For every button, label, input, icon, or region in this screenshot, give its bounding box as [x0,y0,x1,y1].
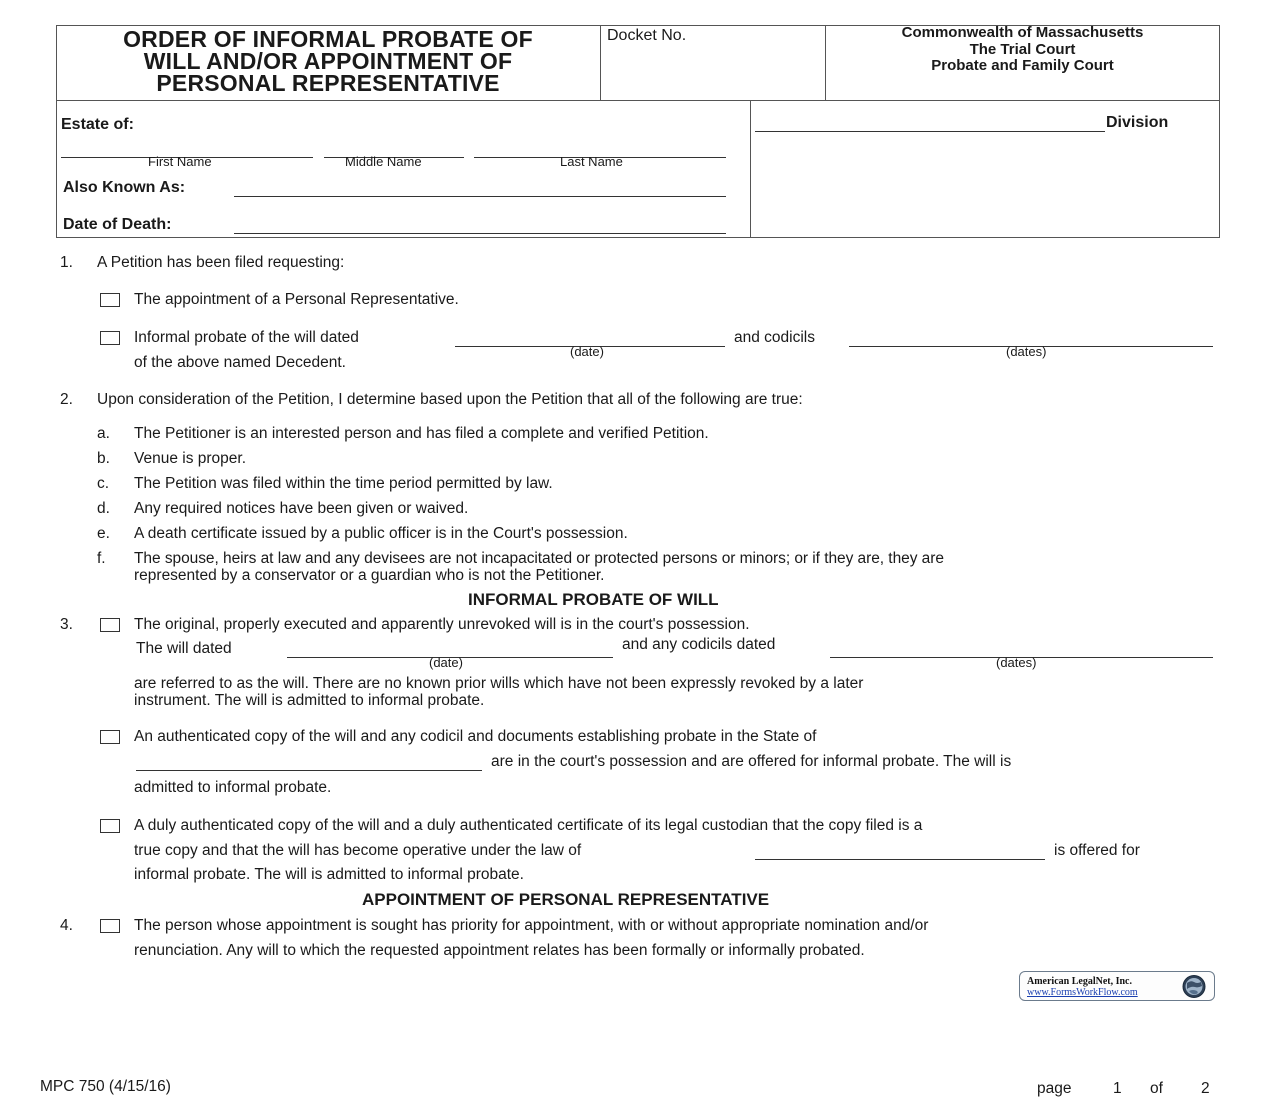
state-field[interactable] [136,770,482,771]
codicils-dates-label: (dates) [1006,344,1047,359]
duly-authenticated-text-3: informal probate. The will is admitted to informal probate. [134,866,524,883]
aka-field[interactable] [234,196,726,197]
total-pages: 2 [1201,1080,1210,1097]
court-line-3: Probate and Family Court [931,57,1114,74]
section-2-text: Upon consideration of the Petition, I determine based upon the Petition that all of the following are true: [97,391,803,408]
appointment-heading: APPOINTMENT OF PERSONAL REPRESENTATIVE [362,890,770,909]
item-a-text: The Petitioner is an interested person and has filed a complete and verified Petition. [134,425,709,442]
section-1-number: 1. [60,254,73,271]
first-name-label: First Name [148,154,212,169]
checkbox-authenticated-copy[interactable] [100,730,120,744]
court-line-2: The Trial Court [969,40,1076,58]
aka-label: Also Known As: [63,179,186,196]
globe-icon [1177,974,1211,999]
form-title-line-2: WILL AND/OR APPOINTMENT OF [143,48,513,74]
last-name-label: Last Name [560,154,623,169]
item-c-letter: c. [97,475,110,492]
original-codicils-dates-label: (dates) [996,655,1037,670]
codicils-dated-text: and any codicils dated [622,636,776,653]
option-appointment-text: The appointment of a Personal Representative. [134,291,459,308]
checkbox-appointment[interactable] [100,293,120,307]
item-d-letter: d. [97,500,110,517]
authenticated-copy-text-2: are in the court's possession and are offered for informal probate. The will is [491,753,1012,770]
item-d-text: Any required notices have been given or waived. [134,500,469,517]
checkbox-informal-probate[interactable] [100,331,120,345]
section-2-number: 2. [60,391,73,408]
item-f-text-2: represented by a conservator or a guardian who is not the Petitioner. [134,567,605,584]
original-will-text-4: instrument. The will is admitted to informal probate. [134,692,485,709]
item-e-letter: e. [97,525,110,542]
and-codicils-text: and codicils [734,329,815,346]
item-e-text: A death certificate issued by a public officer is in the Court's possession. [134,525,628,542]
section-4-number: 4. [60,917,73,934]
division-field[interactable] [755,131,1105,132]
item-b-letter: b. [97,450,110,467]
option-informal-probate-text: Informal probate of the will dated [134,329,359,346]
informal-probate-heading: INFORMAL PROBATE OF WILL [468,590,719,609]
item-c-text: The Petition was filed within the time period permitted by law. [134,475,553,492]
checkbox-duly-authenticated[interactable] [100,819,120,833]
of-label: of [1150,1080,1163,1097]
priority-text: The person whose appointment is sought has priority for appointment, with or without appropriate nomination and/or [134,917,929,934]
priority-text-2: renunciation. Any will to which the requested appointment relates has been formally or informally probated. [134,942,865,959]
option-informal-probate-text-2: of the above named Decedent. [134,354,346,371]
item-f-letter: f. [97,550,106,567]
authenticated-copy-text-3: admitted to informal probate. [134,779,332,796]
checkbox-original-will[interactable] [100,618,120,632]
court-line-1: Commonwealth of Massachusetts [901,24,1144,41]
dod-label: Date of Death: [63,216,172,233]
page-label: page [1037,1080,1072,1097]
court-name [827,25,1218,75]
middle-name-label: Middle Name [345,154,422,169]
division-label: Division [1106,114,1169,131]
form-id: MPC 750 (4/15/16) [40,1078,171,1095]
duly-authenticated-text-2b: is offered for [1054,842,1140,859]
logo-url-link[interactable]: www.FormsWorkFlow.com [1027,987,1138,998]
american-legalnet-logo[interactable] [1019,971,1215,1001]
logo-company-name: American LegalNet, Inc. [1027,976,1132,987]
form-title [60,28,596,94]
duly-authenticated-text-2: true copy and that the will has become operative under the law of [134,842,582,859]
item-a-letter: a. [97,425,110,442]
estate-label: Estate of: [61,116,134,133]
will-dated-text: The will dated [136,640,232,657]
dod-field[interactable] [234,233,726,234]
original-will-text-3: are referred to as the will. There are no known prior wills which have not been expressly revoked by a later [134,675,864,692]
item-f-text: The spouse, heirs at law and any devisees are not incapacitated or protected persons or minors; or if they are, they are [134,550,944,567]
checkbox-priority[interactable] [100,919,120,933]
law-of-field[interactable] [755,859,1045,860]
page-number: 1 [1113,1080,1122,1097]
duly-authenticated-text: A duly authenticated copy of the will and a duly authenticated certificate of its legal custodian that the copy filed is a [134,817,923,834]
item-b-text: Venue is proper. [134,450,247,467]
form-title-line-1: ORDER OF INFORMAL PROBATE OF [123,26,533,52]
form-title-line-3: PERSONAL REPRESENTATIVE [156,70,500,96]
docket-label: Docket No. [607,27,687,44]
original-will-text: The original, properly executed and apparently unrevoked will is in the court's possession. [134,616,750,633]
authenticated-copy-text: An authenticated copy of the will and any codicil and documents establishing probate in the State of [134,728,817,745]
will-date-label: (date) [570,344,604,359]
original-will-date-label: (date) [429,655,463,670]
section-1-text: A Petition has been filed requesting: [97,254,345,271]
section-3-number: 3. [60,616,73,633]
